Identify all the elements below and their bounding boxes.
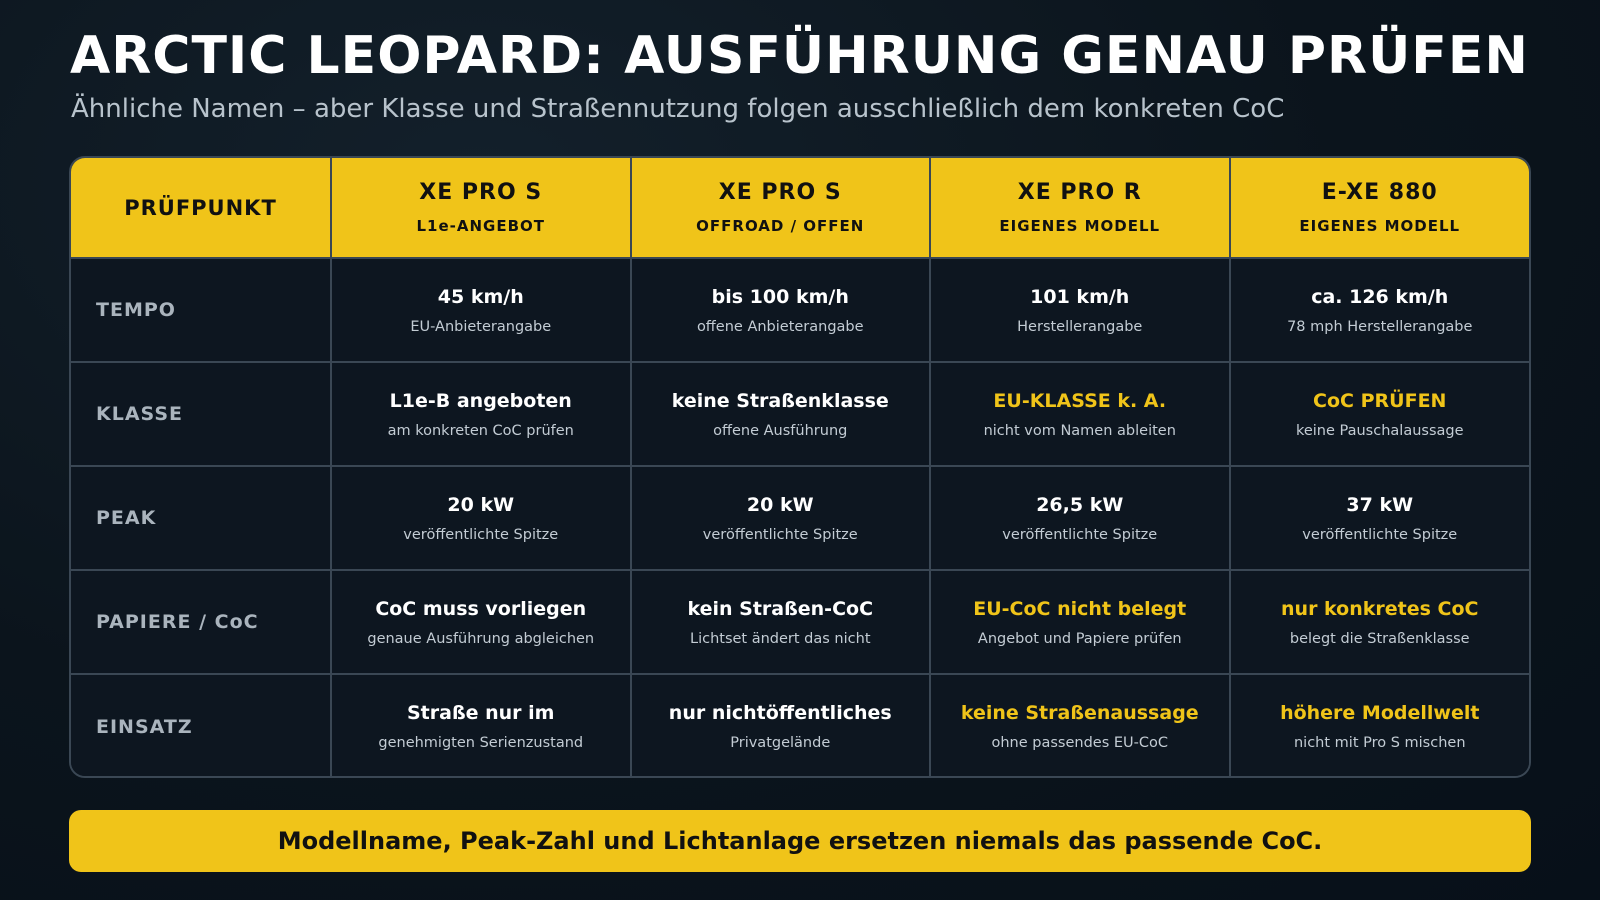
column-title: E-XE 880 [1321,180,1438,205]
cell-sub-text: ohne passendes EU-CoC [991,735,1168,751]
column-title: XE PRO R [1017,180,1142,205]
column-header [631,158,931,258]
table-row [71,362,1529,466]
cell-main-text: nur konkretes CoC [1281,597,1479,620]
cell-main-text: CoC PRÜFEN [1313,389,1447,412]
header-corner-label: PRÜFPUNKT [124,195,277,220]
cell-main-text: EU-KLASSE k. A. [993,389,1167,412]
column-subtitle: L1e-ANGEBOT [416,217,546,235]
footer-banner [69,810,1531,872]
cell-main-text: bis 100 km/h [711,285,849,308]
cell-sub-text: Angebot und Papiere prüfen [977,630,1182,647]
page-subtitle: Ähnliche Namen – aber Klasse und Straßennutzung folgen ausschließlich dem konkreten CoC [71,94,1285,124]
table-row [71,258,1529,362]
column-subtitle: EIGENES MODELL [999,217,1161,235]
column-header [930,158,1230,258]
cell-sub-text: nicht mit Pro S mischen [1293,735,1466,751]
cell-sub-text: Privatgelände [730,735,831,751]
table-cell [631,362,931,466]
table-header-row [71,158,1529,258]
cell-main-text: L1e-B angeboten [389,389,572,412]
table-cell [331,258,631,362]
column-subtitle: OFFROAD / OFFEN [696,217,865,235]
table-cell [1230,362,1530,466]
table-row [71,674,1529,778]
cell-main-text: 20 kW [447,493,515,516]
cell-sub-text: Lichtset ändert das nicht [690,630,871,647]
cell-sub-text: genehmigten Serienzustand [378,735,584,751]
row-label: KLASSE [71,362,331,466]
table-cell [930,362,1230,466]
table-cell [631,570,931,674]
table-cell [1230,258,1530,362]
comparison-table [71,158,1529,778]
cell-sub-text: EU-Anbieterangabe [410,318,552,335]
table-cell [930,674,1230,778]
row-label: PEAK [71,466,331,570]
column-subtitle: EIGENES MODELL [1299,217,1461,235]
cell-sub-text: Herstellerangabe [1017,318,1143,335]
table-body [71,258,1529,778]
cell-main-text: keine Straßenaussage [960,702,1199,724]
cell-main-text: 45 km/h [437,285,524,308]
cell-sub-text: genaue Ausführung abgleichen [367,630,595,647]
cell-main-text: höhere Modellwelt [1280,702,1480,724]
table-cell [930,258,1230,362]
table-row [71,466,1529,570]
page-title: ARCTIC LEOPARD: AUSFÜHRUNG GENAU PRÜFEN [70,26,1529,86]
cell-sub-text: keine Pauschalaussage [1295,422,1464,439]
cell-main-text: 26,5 kW [1036,493,1124,516]
cell-sub-text: 78 mph Herstellerangabe [1287,318,1473,335]
cell-main-text: 20 kW [746,493,814,516]
row-label: PAPIERE / CoC [71,570,331,674]
table-cell [1230,570,1530,674]
cell-main-text: Straße nur im [407,702,555,724]
cell-main-text: keine Straßenklasse [671,389,889,412]
table-cell [631,466,931,570]
cell-sub-text: offene Anbieterangabe [696,318,864,335]
table-cell [631,258,931,362]
cell-sub-text: veröffentlichte Spitze [1302,526,1458,543]
table-cell [331,674,631,778]
table-cell [331,466,631,570]
header-corner-cell [71,158,331,258]
row-label: EINSATZ [71,674,331,778]
cell-main-text: EU-CoC nicht belegt [973,597,1187,620]
cell-main-text: CoC muss vorliegen [375,597,587,620]
comparison-table-container [69,156,1531,778]
table-cell [1230,674,1530,778]
row-label: TEMPO [71,258,331,362]
cell-main-text: 101 km/h [1030,285,1130,308]
table-cell [631,674,931,778]
cell-sub-text: veröffentlichte Spitze [403,526,559,543]
cell-main-text: 37 kW [1346,493,1414,516]
column-title: XE PRO S [718,180,842,205]
cell-main-text: kein Straßen-CoC [687,597,874,620]
cell-main-text: ca. 126 km/h [1311,285,1449,308]
cell-main-text: nur nichtöffentliches [668,702,892,724]
table-cell [1230,466,1530,570]
table-cell [930,570,1230,674]
cell-sub-text: belegt die Straßenklasse [1289,630,1470,647]
table-cell [930,466,1230,570]
cell-sub-text: offene Ausführung [713,422,848,439]
table-cell [331,362,631,466]
column-header [1230,158,1530,258]
cell-sub-text: veröffentlichte Spitze [702,526,858,543]
table-row [71,570,1529,674]
column-title: XE PRO S [419,180,543,205]
cell-sub-text: nicht vom Namen ableiten [983,422,1176,439]
table-cell [331,570,631,674]
cell-sub-text: am konkreten CoC prüfen [387,422,574,439]
cell-sub-text: veröffentlichte Spitze [1002,526,1158,543]
column-header [331,158,631,258]
footer-text: Modellname, Peak-Zahl und Lichtanlage ersetzen niemals das passende CoC. [277,827,1323,855]
